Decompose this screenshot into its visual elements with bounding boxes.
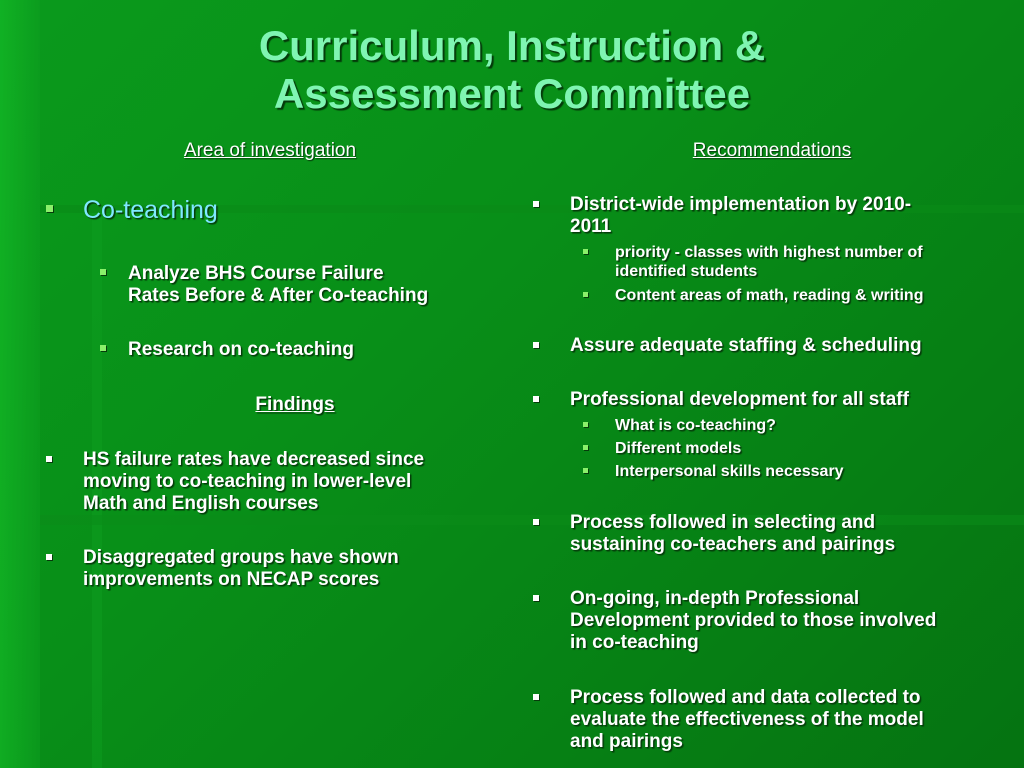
square-bullet-icon — [46, 456, 52, 462]
finding-item-1 — [46, 449, 506, 515]
left-column-heading: Area of investigation — [183, 140, 357, 161]
square-bullet-icon — [583, 468, 588, 473]
left-sub-item-1-line-2: Rates Before & After Co-teaching — [128, 285, 429, 306]
recommendation-item-6-line-2: evaluate the effectiveness of the model — [570, 709, 924, 730]
square-bullet-icon — [100, 269, 106, 275]
square-bullet-icon — [46, 554, 52, 560]
left-main-item-label: Co-teaching — [83, 196, 218, 224]
recommendation-item-1-line-1: District-wide implementation by 2010- — [570, 194, 912, 215]
left-sub-item-2-line-1: Research on co-teaching — [128, 339, 354, 360]
recommendation-sub-item-1a-line-2: identified students — [615, 263, 758, 280]
recommendation-item-3-line-1: Professional development for all staff — [570, 389, 909, 410]
recommendation-item-5-line-1: On-going, in-depth Professional — [570, 588, 860, 609]
square-bullet-icon — [533, 694, 539, 700]
recommendation-item-1 — [533, 194, 1013, 238]
finding-item-1-line-1: HS failure rates have decreased since — [83, 449, 425, 470]
recommendation-sub-item-3a-line-1: What is co-teaching? — [615, 417, 776, 434]
slide-title-line-2: Assessment Committee — [273, 70, 751, 117]
recommendation-item-5-line-2: Development provided to those involved — [570, 610, 937, 631]
square-bullet-icon — [583, 445, 588, 450]
left-sub-item-2 — [100, 339, 500, 361]
recommendation-sub-item-3a — [583, 416, 1013, 435]
finding-item-2-line-2: improvements on NECAP scores — [83, 569, 380, 590]
square-bullet-icon — [46, 205, 53, 212]
recommendation-item-6-line-1: Process followed and data collected to — [570, 687, 921, 708]
square-bullet-icon — [533, 519, 539, 525]
finding-item-1-line-2: moving to co-teaching in lower-level — [83, 471, 412, 492]
recommendation-item-6 — [533, 687, 1013, 753]
recommendation-sub-item-3c-line-1: Interpersonal skills necessary — [615, 463, 844, 480]
square-bullet-icon — [583, 422, 588, 427]
left-main-item — [46, 196, 466, 224]
slide-title-line-1: Curriculum, Instruction & — [258, 22, 766, 69]
square-bullet-icon — [100, 345, 106, 351]
recommendation-item-1-line-2: 2011 — [570, 216, 612, 237]
recommendation-item-4-line-2: sustaining co-teachers and pairings — [570, 534, 896, 555]
recommendation-item-6-line-3: and pairings — [570, 731, 683, 752]
finding-item-1-line-3: Math and English courses — [83, 493, 319, 514]
recommendation-sub-item-3b — [583, 439, 1013, 458]
square-bullet-icon — [533, 201, 539, 207]
left-sub-item-1 — [100, 263, 500, 307]
recommendation-sub-item-1a-line-1: priority - classes with highest number of — [615, 244, 923, 261]
recommendation-sub-item-1b-line-1: Content areas of math, reading & writing — [615, 287, 924, 304]
recommendation-item-5 — [533, 588, 1013, 654]
recommendation-item-2-line-1: Assure adequate staffing & scheduling — [570, 335, 922, 356]
square-bullet-icon — [583, 292, 588, 297]
finding-item-2-line-1: Disaggregated groups have shown — [83, 547, 399, 568]
right-column-heading: Recommendations — [692, 140, 852, 161]
recommendation-sub-item-1b — [583, 286, 1013, 305]
left-sub-item-1-line-1: Analyze BHS Course Failure — [128, 263, 384, 284]
recommendation-item-4-line-1: Process followed in selecting and — [570, 512, 876, 533]
square-bullet-icon — [583, 249, 588, 254]
findings-heading: Findings — [255, 394, 335, 415]
slide-title — [0, 22, 1024, 118]
recommendation-sub-item-3b-line-1: Different models — [615, 440, 742, 457]
square-bullet-icon — [533, 342, 539, 348]
recommendation-item-5-line-3: in co-teaching — [570, 632, 699, 653]
recommendation-item-2 — [533, 335, 1013, 357]
recommendation-item-4 — [533, 512, 1013, 556]
recommendation-sub-item-3c — [583, 462, 1013, 481]
recommendation-sub-item-1a — [583, 243, 1013, 281]
finding-item-2 — [46, 547, 506, 591]
recommendation-item-3 — [533, 389, 1013, 411]
square-bullet-icon — [533, 396, 539, 402]
square-bullet-icon — [533, 595, 539, 601]
